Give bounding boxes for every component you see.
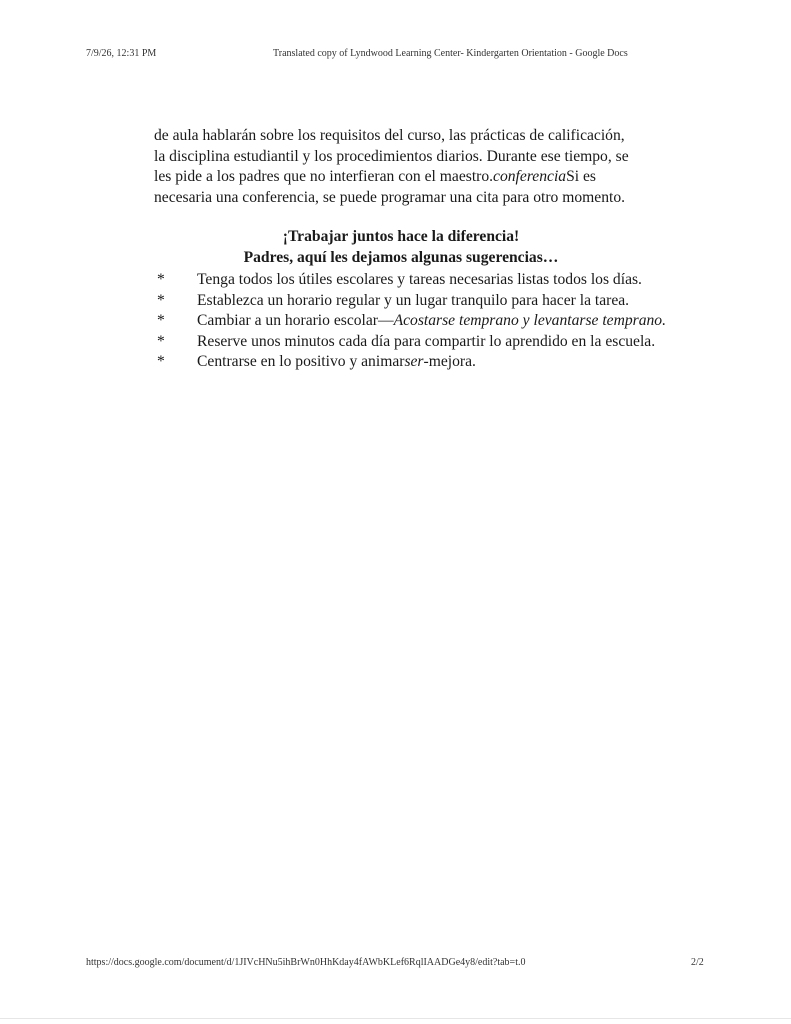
list-item	[0, 332, 656, 353]
list-item-text: Establezca un horario regular y un lugar tranquilo para hacer la tarea.	[197, 291, 630, 309]
paragraph-italic-text: conferencia	[493, 168, 567, 185]
bullet-marker: *	[157, 291, 165, 309]
heading-line: Padres, aquí les dejamos algunas sugerencias…	[243, 248, 559, 266]
document-body	[154, 126, 674, 373]
list-item	[0, 291, 630, 312]
print-doc-title: Translated copy of Lyndwood Learning Center- Kindergarten Orientation - Google Docs	[273, 48, 628, 59]
bullet-marker: *	[157, 271, 165, 288]
list-item-segment: Centrarse en lo positivo y animar	[197, 353, 405, 370]
section-heading	[154, 227, 648, 268]
list-item-segment: Cambiar a un horario escolar—	[197, 312, 394, 329]
list-item-italic-segment: ser	[404, 353, 424, 370]
list-item	[0, 270, 642, 291]
page-edge-divider	[0, 1018, 791, 1019]
paragraph-line: necesaria una conferencia, se puede programar una cita para otro momento.	[154, 188, 626, 206]
list-item-segment: -mejora.	[423, 353, 476, 370]
bullet-marker: *	[157, 332, 165, 350]
print-url: https://docs.google.com/document/d/1JIVcHNu5ihBrWn0HhKday4fAWbKLef6RqlIAADGe4y8/edit?tab=t.0	[86, 957, 526, 968]
list-item-text	[197, 311, 666, 332]
list-item	[0, 352, 520, 373]
body-paragraph	[154, 126, 674, 208]
heading-line: ¡Trabajar juntos hace la diferencia!	[282, 228, 520, 245]
list-item-text	[197, 352, 476, 373]
print-datetime: 7/9/26, 12:31 PM	[86, 48, 157, 59]
list-item-text: Tenga todos los útiles escolares y tareas necesarias listas todos los días.	[197, 271, 642, 288]
page-number: 2/2	[691, 957, 704, 968]
bullet-marker: *	[157, 312, 165, 329]
paragraph-text: les pide a los padres que no interfieran con el maestro.	[154, 168, 494, 185]
list-item-text: Reserve unos minutos cada día para compartir lo aprendido en la escuela.	[197, 332, 656, 350]
paragraph-line: de aula hablarán sobre los requisitos del curso, las prácticas de calificación,	[154, 127, 625, 144]
list-item-italic-segment: Acostarse temprano y levantarse temprano.	[393, 312, 667, 329]
tips-list	[0, 270, 667, 373]
list-item	[0, 311, 667, 332]
paragraph-line	[154, 167, 674, 188]
paragraph-text: Si es	[566, 168, 596, 185]
bullet-marker: *	[157, 353, 165, 370]
paragraph-line: la disciplina estudiantil y los procedimientos diarios. Durante ese tiempo, se	[154, 147, 629, 165]
